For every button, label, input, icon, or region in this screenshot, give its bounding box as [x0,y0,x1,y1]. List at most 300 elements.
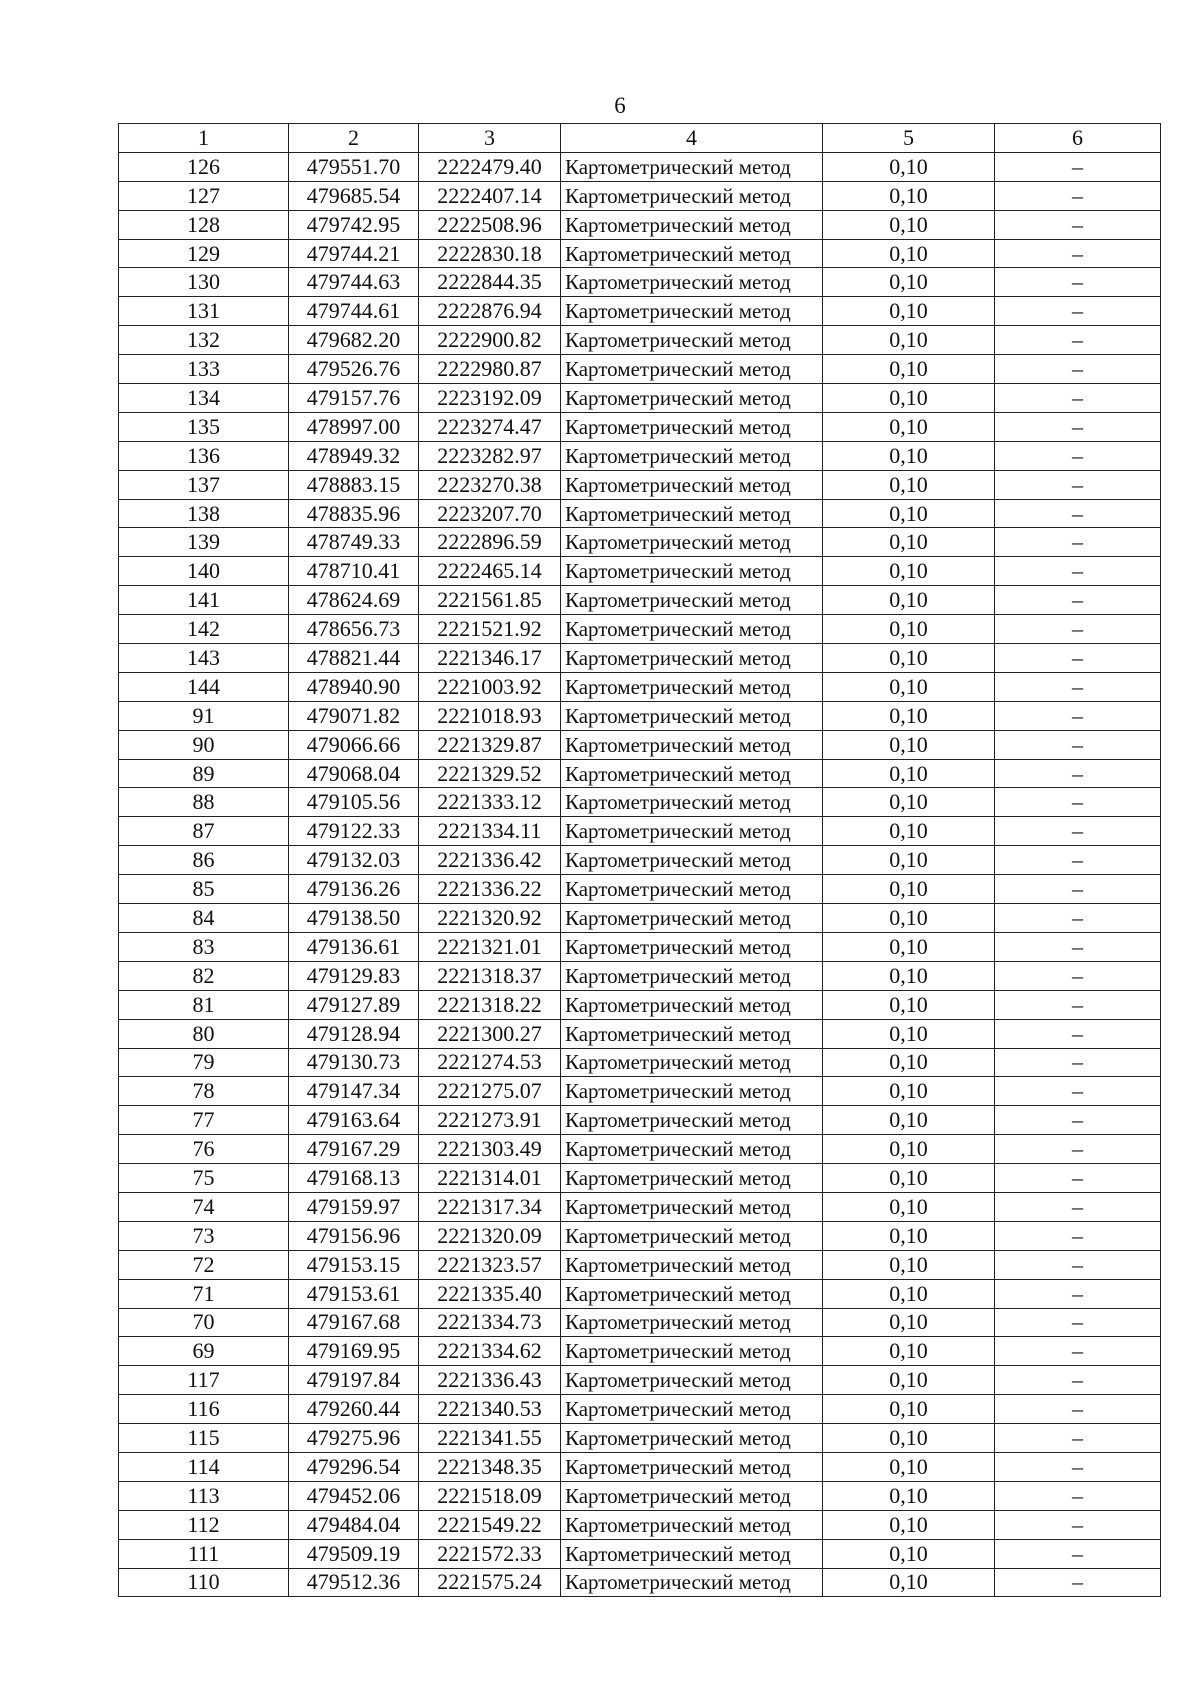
coordinate-x-cell: 479452.06 [289,1481,419,1510]
accuracy-cell: 0,10 [823,1452,995,1481]
table-row [119,1452,1161,1481]
note-cell: – [995,644,1161,673]
determination-method-cell: Картометрический метод [561,961,823,990]
accuracy-cell: 0,10 [823,1077,995,1106]
note-cell: – [995,904,1161,933]
coordinate-x-cell: 479526.76 [289,355,419,384]
table-row [119,297,1161,326]
coordinate-x-cell: 479509.19 [289,1539,419,1568]
determination-method-cell: Картометрический метод [561,644,823,673]
coordinate-x-cell: 479138.50 [289,904,419,933]
coordinate-x-cell: 479167.29 [289,1135,419,1164]
coordinate-x-cell: 478821.44 [289,644,419,673]
determination-method-cell: Картометрический метод [561,1048,823,1077]
coordinate-x-cell: 479122.33 [289,817,419,846]
determination-method-cell: Картометрический метод [561,441,823,470]
point-number-cell: 127 [119,181,289,210]
accuracy-cell: 0,10 [823,1279,995,1308]
accuracy-cell: 0,10 [823,470,995,499]
accuracy-cell: 0,10 [823,904,995,933]
note-cell: – [995,499,1161,528]
coordinate-x-cell: 479128.94 [289,1019,419,1048]
note-cell: – [995,1366,1161,1395]
note-cell: – [995,152,1161,181]
point-number-cell: 126 [119,152,289,181]
coordinate-x-cell: 478997.00 [289,412,419,441]
coordinate-y-cell: 2221346.17 [419,644,561,673]
determination-method-cell: Картометрический метод [561,1395,823,1424]
note-cell: – [995,817,1161,846]
note-cell: – [995,1250,1161,1279]
table-row [119,615,1161,644]
determination-method-cell: Картометрический метод [561,1424,823,1453]
table-row [119,1366,1161,1395]
coordinate-x-cell: 479147.34 [289,1077,419,1106]
coordinate-y-cell: 2221321.01 [419,932,561,961]
note-cell: – [995,268,1161,297]
accuracy-cell: 0,10 [823,615,995,644]
coordinate-x-cell: 479159.97 [289,1192,419,1221]
determination-method-cell: Картометрический метод [561,701,823,730]
note-cell: – [995,1308,1161,1337]
coordinate-y-cell: 2221575.24 [419,1568,561,1597]
coordinate-x-cell: 479682.20 [289,326,419,355]
point-number-cell: 83 [119,932,289,961]
point-number-cell: 134 [119,384,289,413]
accuracy-cell: 0,10 [823,528,995,557]
table-row [119,701,1161,730]
determination-method-cell: Картометрический метод [561,499,823,528]
coordinate-x-cell: 479068.04 [289,759,419,788]
point-number-cell: 128 [119,210,289,239]
determination-method-cell: Картометрический метод [561,672,823,701]
point-number-cell: 73 [119,1221,289,1250]
determination-method-cell: Картометрический метод [561,1510,823,1539]
point-number-cell: 133 [119,355,289,384]
table-row [119,528,1161,557]
table-row [119,875,1161,904]
note-cell: – [995,759,1161,788]
accuracy-cell: 0,10 [823,1539,995,1568]
accuracy-cell: 0,10 [823,1337,995,1366]
accuracy-cell: 0,10 [823,441,995,470]
table-row [119,557,1161,586]
table-row [119,730,1161,759]
header-cell-6: 6 [995,124,1161,153]
accuracy-cell: 0,10 [823,1424,995,1453]
point-number-cell: 86 [119,846,289,875]
determination-method-cell: Картометрический метод [561,1135,823,1164]
coordinate-x-cell: 479163.64 [289,1106,419,1135]
note-cell: – [995,1568,1161,1597]
point-number-cell: 144 [119,672,289,701]
coordinate-x-cell: 479066.66 [289,730,419,759]
coordinate-x-cell: 478835.96 [289,499,419,528]
table-row [119,239,1161,268]
determination-method-cell: Картометрический метод [561,1568,823,1597]
coordinate-y-cell: 2223282.97 [419,441,561,470]
table-row [119,1395,1161,1424]
coordinate-x-cell: 479132.03 [289,846,419,875]
determination-method-cell: Картометрический метод [561,1250,823,1279]
accuracy-cell: 0,10 [823,297,995,326]
accuracy-cell: 0,10 [823,499,995,528]
coordinate-x-cell: 479275.96 [289,1424,419,1453]
table-row [119,817,1161,846]
note-cell: – [995,1077,1161,1106]
coordinate-y-cell: 2221318.37 [419,961,561,990]
point-number-cell: 88 [119,788,289,817]
table-row [119,1019,1161,1048]
accuracy-cell: 0,10 [823,557,995,586]
coordinate-y-cell: 2221336.43 [419,1366,561,1395]
table-row [119,1192,1161,1221]
coordinate-x-cell: 478624.69 [289,586,419,615]
coordinate-x-cell: 479129.83 [289,961,419,990]
coordinate-y-cell: 2221320.92 [419,904,561,933]
determination-method-cell: Картометрический метод [561,1337,823,1366]
coordinate-x-cell: 479744.21 [289,239,419,268]
coordinate-y-cell: 2223207.70 [419,499,561,528]
header-cell-3: 3 [419,124,561,153]
accuracy-cell: 0,10 [823,875,995,904]
coordinate-x-cell: 479153.15 [289,1250,419,1279]
point-number-cell: 79 [119,1048,289,1077]
table-row [119,1568,1161,1597]
table-row [119,1106,1161,1135]
accuracy-cell: 0,10 [823,1135,995,1164]
coordinate-y-cell: 2221314.01 [419,1164,561,1193]
point-number-cell: 71 [119,1279,289,1308]
note-cell: – [995,326,1161,355]
accuracy-cell: 0,10 [823,759,995,788]
coordinate-y-cell: 2221303.49 [419,1135,561,1164]
coordinate-y-cell: 2222830.18 [419,239,561,268]
coordinate-y-cell: 2222876.94 [419,297,561,326]
table-row [119,1337,1161,1366]
accuracy-cell: 0,10 [823,1250,995,1279]
table-row [119,1164,1161,1193]
accuracy-cell: 0,10 [823,1395,995,1424]
determination-method-cell: Картометрический метод [561,1366,823,1395]
determination-method-cell: Картометрический метод [561,1539,823,1568]
note-cell: – [995,730,1161,759]
coordinate-x-cell: 478656.73 [289,615,419,644]
accuracy-cell: 0,10 [823,1308,995,1337]
coordinate-y-cell: 2221333.12 [419,788,561,817]
point-number-cell: 112 [119,1510,289,1539]
note-cell: – [995,1481,1161,1510]
coordinate-y-cell: 2221300.27 [419,1019,561,1048]
coordinate-x-cell: 479744.61 [289,297,419,326]
note-cell: – [995,1106,1161,1135]
table-row [119,268,1161,297]
note-cell: – [995,528,1161,557]
determination-method-cell: Картометрический метод [561,1192,823,1221]
accuracy-cell: 0,10 [823,586,995,615]
determination-method-cell: Картометрический метод [561,239,823,268]
table-row [119,441,1161,470]
accuracy-cell: 0,10 [823,817,995,846]
coordinate-y-cell: 2221273.91 [419,1106,561,1135]
coordinate-x-cell: 479169.95 [289,1337,419,1366]
accuracy-cell: 0,10 [823,1048,995,1077]
point-number-cell: 131 [119,297,289,326]
note-cell: – [995,932,1161,961]
header-cell-4: 4 [561,124,823,153]
coordinate-y-cell: 2222508.96 [419,210,561,239]
coordinate-y-cell: 2221334.73 [419,1308,561,1337]
coordinate-y-cell: 2221521.92 [419,615,561,644]
point-number-cell: 78 [119,1077,289,1106]
accuracy-cell: 0,10 [823,181,995,210]
note-cell: – [995,1164,1161,1193]
determination-method-cell: Картометрический метод [561,1164,823,1193]
determination-method-cell: Картометрический метод [561,904,823,933]
coordinate-x-cell: 479296.54 [289,1452,419,1481]
table-row [119,152,1161,181]
point-number-cell: 72 [119,1250,289,1279]
table-row [119,904,1161,933]
accuracy-cell: 0,10 [823,788,995,817]
coordinate-y-cell: 2222980.87 [419,355,561,384]
note-cell: – [995,1019,1161,1048]
coordinate-y-cell: 2223270.38 [419,470,561,499]
coordinates-table [118,123,1161,1597]
table-row [119,470,1161,499]
accuracy-cell: 0,10 [823,1164,995,1193]
point-number-cell: 91 [119,701,289,730]
coordinate-y-cell: 2221341.55 [419,1424,561,1453]
coordinate-y-cell: 2222896.59 [419,528,561,557]
note-cell: – [995,1337,1161,1366]
note-cell: – [995,1424,1161,1453]
point-number-cell: 129 [119,239,289,268]
coordinate-x-cell: 479167.68 [289,1308,419,1337]
coordinate-x-cell: 479742.95 [289,210,419,239]
coordinate-x-cell: 479197.84 [289,1366,419,1395]
accuracy-cell: 0,10 [823,152,995,181]
determination-method-cell: Картометрический метод [561,528,823,557]
determination-method-cell: Картометрический метод [561,1279,823,1308]
coordinate-y-cell: 2221320.09 [419,1221,561,1250]
header-cell-2: 2 [289,124,419,153]
determination-method-cell: Картометрический метод [561,1106,823,1135]
determination-method-cell: Картометрический метод [561,817,823,846]
table-row [119,181,1161,210]
coordinate-y-cell: 2221329.87 [419,730,561,759]
table-row [119,846,1161,875]
coordinate-y-cell: 2221334.11 [419,817,561,846]
point-number-cell: 137 [119,470,289,499]
point-number-cell: 139 [119,528,289,557]
coordinate-y-cell: 2221335.40 [419,1279,561,1308]
table-row [119,1135,1161,1164]
accuracy-cell: 0,10 [823,210,995,239]
note-cell: – [995,875,1161,904]
determination-method-cell: Картометрический метод [561,152,823,181]
page-number: 6 [614,93,626,118]
point-number-cell: 87 [119,817,289,846]
coordinate-y-cell: 2221323.57 [419,1250,561,1279]
coordinate-y-cell: 2221549.22 [419,1510,561,1539]
coordinate-x-cell: 479744.63 [289,268,419,297]
coordinate-y-cell: 2223192.09 [419,384,561,413]
determination-method-cell: Картометрический метод [561,932,823,961]
point-number-cell: 142 [119,615,289,644]
coordinate-y-cell: 2221561.85 [419,586,561,615]
table-row [119,412,1161,441]
point-number-cell: 132 [119,326,289,355]
point-number-cell: 81 [119,990,289,1019]
accuracy-cell: 0,10 [823,1192,995,1221]
coordinate-x-cell: 478940.90 [289,672,419,701]
note-cell: – [995,1221,1161,1250]
coordinate-x-cell: 479168.13 [289,1164,419,1193]
coordinate-x-cell: 479136.61 [289,932,419,961]
coordinate-y-cell: 2221275.07 [419,1077,561,1106]
table-header [119,124,1161,153]
accuracy-cell: 0,10 [823,1019,995,1048]
point-number-cell: 138 [119,499,289,528]
point-number-cell: 80 [119,1019,289,1048]
coordinate-x-cell: 479153.61 [289,1279,419,1308]
table-row [119,1221,1161,1250]
table-row [119,1048,1161,1077]
coordinate-y-cell: 2222407.14 [419,181,561,210]
determination-method-cell: Картометрический метод [561,355,823,384]
determination-method-cell: Картометрический метод [561,470,823,499]
note-cell: – [995,384,1161,413]
coordinate-y-cell: 2221003.92 [419,672,561,701]
coordinate-y-cell: 2221572.33 [419,1539,561,1568]
table-row [119,499,1161,528]
coordinate-x-cell: 479685.54 [289,181,419,210]
note-cell: – [995,701,1161,730]
coordinate-y-cell: 2221329.52 [419,759,561,788]
determination-method-cell: Картометрический метод [561,1308,823,1337]
accuracy-cell: 0,10 [823,932,995,961]
point-number-cell: 130 [119,268,289,297]
header-cell-5: 5 [823,124,995,153]
determination-method-cell: Картометрический метод [561,384,823,413]
table-row [119,990,1161,1019]
determination-method-cell: Картометрический метод [561,990,823,1019]
header-cell-1: 1 [119,124,289,153]
coordinate-y-cell: 2222844.35 [419,268,561,297]
accuracy-cell: 0,10 [823,412,995,441]
coordinate-x-cell: 479484.04 [289,1510,419,1539]
point-number-cell: 113 [119,1481,289,1510]
coordinate-x-cell: 479136.26 [289,875,419,904]
coordinate-x-cell: 479551.70 [289,152,419,181]
table-row [119,1077,1161,1106]
accuracy-cell: 0,10 [823,846,995,875]
determination-method-cell: Картометрический метод [561,846,823,875]
table-row [119,210,1161,239]
note-cell: – [995,1048,1161,1077]
point-number-cell: 111 [119,1539,289,1568]
note-cell: – [995,990,1161,1019]
coordinate-y-cell: 2222479.40 [419,152,561,181]
accuracy-cell: 0,10 [823,239,995,268]
determination-method-cell: Картометрический метод [561,557,823,586]
coordinate-y-cell: 2221334.62 [419,1337,561,1366]
determination-method-cell: Картометрический метод [561,1221,823,1250]
determination-method-cell: Картометрический метод [561,759,823,788]
coordinate-x-cell: 479260.44 [289,1395,419,1424]
point-number-cell: 84 [119,904,289,933]
note-cell: – [995,1192,1161,1221]
coordinate-x-cell: 478883.15 [289,470,419,499]
point-number-cell: 76 [119,1135,289,1164]
coordinate-y-cell: 2221318.22 [419,990,561,1019]
point-number-cell: 74 [119,1192,289,1221]
table-row [119,384,1161,413]
coordinate-x-cell: 479157.76 [289,384,419,413]
determination-method-cell: Картометрический метод [561,412,823,441]
table-row [119,1308,1161,1337]
determination-method-cell: Картометрический метод [561,586,823,615]
note-cell: – [995,1279,1161,1308]
determination-method-cell: Картометрический метод [561,268,823,297]
note-cell: – [995,961,1161,990]
accuracy-cell: 0,10 [823,701,995,730]
coordinate-y-cell: 2221348.35 [419,1452,561,1481]
coordinate-x-cell: 479130.73 [289,1048,419,1077]
table-body [119,152,1161,1597]
point-number-cell: 116 [119,1395,289,1424]
table-row [119,932,1161,961]
coordinate-y-cell: 2221317.34 [419,1192,561,1221]
note-cell: – [995,1135,1161,1164]
coordinate-y-cell: 2221018.93 [419,701,561,730]
point-number-cell: 69 [119,1337,289,1366]
coordinate-y-cell: 2222900.82 [419,326,561,355]
header-row [119,124,1161,153]
table-row [119,1279,1161,1308]
determination-method-cell: Картометрический метод [561,181,823,210]
accuracy-cell: 0,10 [823,672,995,701]
note-cell: – [995,181,1161,210]
note-cell: – [995,615,1161,644]
accuracy-cell: 0,10 [823,990,995,1019]
note-cell: – [995,210,1161,239]
accuracy-cell: 0,10 [823,644,995,673]
accuracy-cell: 0,10 [823,1481,995,1510]
accuracy-cell: 0,10 [823,1510,995,1539]
note-cell: – [995,470,1161,499]
accuracy-cell: 0,10 [823,326,995,355]
coordinate-x-cell: 479127.89 [289,990,419,1019]
table-row [119,1481,1161,1510]
note-cell: – [995,297,1161,326]
note-cell: – [995,586,1161,615]
coordinate-x-cell: 478949.32 [289,441,419,470]
note-cell: – [995,1452,1161,1481]
determination-method-cell: Картометрический метод [561,1452,823,1481]
note-cell: – [995,355,1161,384]
point-number-cell: 115 [119,1424,289,1453]
note-cell: – [995,846,1161,875]
determination-method-cell: Картометрический метод [561,788,823,817]
point-number-cell: 85 [119,875,289,904]
table-row [119,644,1161,673]
table-row [119,759,1161,788]
coordinate-y-cell: 2221340.53 [419,1395,561,1424]
coordinate-y-cell: 2221274.53 [419,1048,561,1077]
point-number-cell: 135 [119,412,289,441]
